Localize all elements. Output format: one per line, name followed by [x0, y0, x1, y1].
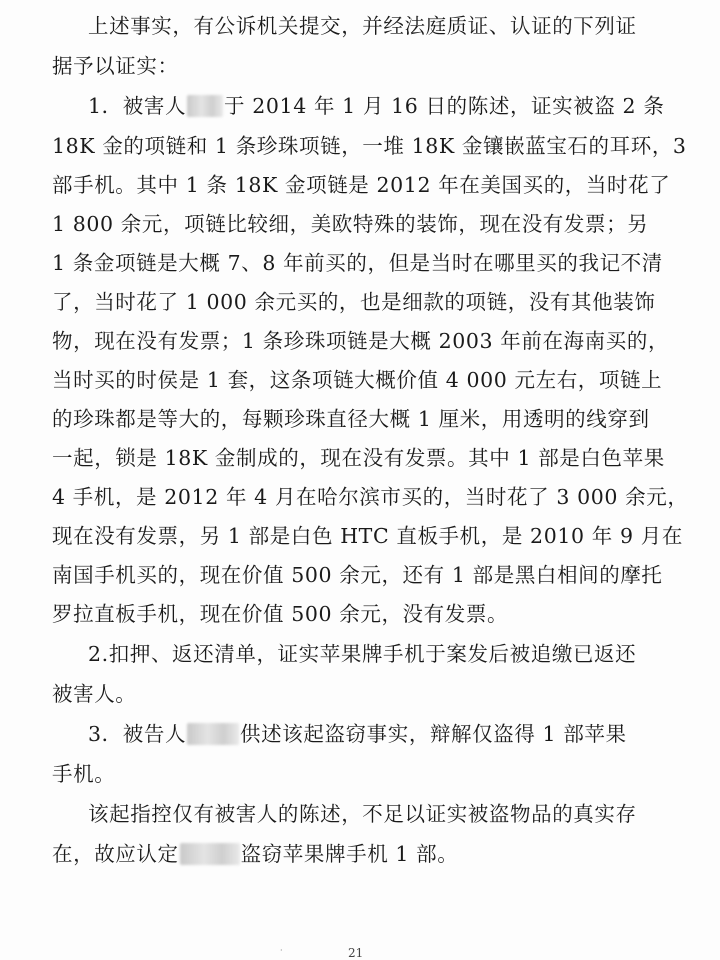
text-segment: 盗窃苹果牌手机 1 部。	[240, 842, 459, 866]
text-segment: 在，故应认定	[52, 842, 179, 866]
text-line: 4 手机，是 2012 年 4 月在哈尔滨市买的，当时花了 3 000 余元，	[52, 485, 689, 509]
text-line: 当时买的时侯是 1 套，这条项链大概价值 4 000 元左右，项链上	[52, 368, 663, 392]
text-line: 了，当时花了 1 000 余元买的，也是细款的项链，没有其他装饰	[52, 290, 656, 314]
text-line: 南国手机买的，现在价值 500 余元，还有 1 部是黑白相间的摩托	[52, 563, 663, 587]
text-segment: 1．被害人	[88, 94, 187, 118]
text-line: 1 条金项链是大概 7、8 年前买的，但是当时在哪里买的我记不清	[52, 251, 663, 275]
text-segment: 供述该起盗窃事实，辩解仅盗得 1 部苹果	[240, 722, 627, 746]
text-line: 罗拉直板手机，现在价值 500 余元，没有发票。	[52, 602, 509, 626]
text-line: 手机。	[52, 762, 116, 786]
text-line: 部手机。其中 1 条 18K 金项链是 2012 年在美国买的，当时花了	[52, 173, 671, 197]
text-line	[88, 92, 664, 120]
text-segment: 3．被告人	[88, 722, 187, 746]
text-segment: 于 2014 年 1 月 16 日的陈述，证实被盗 2 条	[224, 94, 665, 118]
redacted-name	[180, 843, 240, 865]
text-line: 据予以证实：	[52, 54, 179, 78]
redacted-name	[187, 723, 239, 745]
text-line	[88, 720, 627, 748]
text-line	[52, 840, 458, 868]
scan-specks: ·	[280, 946, 283, 955]
text-line: 1 800 余元，项链比较细，美欧特殊的装饰，现在没有发票；另	[52, 212, 649, 236]
redacted-name	[187, 95, 223, 117]
text-line: 被害人。	[52, 682, 137, 706]
text-line: 物，现在没有发票；1 条珍珠项链是大概 2003 年前在海南买的，	[52, 329, 670, 353]
text-line: 18K 金的项链和 1 条珍珠项链，一堆 18K 金镶嵌蓝宝石的耳环，3	[52, 134, 687, 158]
text-line: 2.扣押、返还清单，证实苹果牌手机于案发后被追缴已返还	[88, 642, 637, 666]
text-line: 现在没有发票，另 1 部是白色 HTC 直板手机，是 2010 年 9 月在	[52, 524, 683, 548]
page-number: 21	[348, 946, 364, 960]
text-line: 一起，锁是 18K 金制成的，现在没有发票。其中 1 部是白色苹果	[52, 446, 665, 470]
text-line: 该起指控仅有被害人的陈述，不足以证实被盗物品的真实存	[88, 802, 637, 826]
text-line: 的珍珠都是等大的，每颗珍珠直径大概 1 厘米，用透明的线穿到	[52, 407, 650, 431]
text-line: 上述事实，有公诉机关提交，并经法庭质证、认证的下列证	[88, 14, 637, 38]
